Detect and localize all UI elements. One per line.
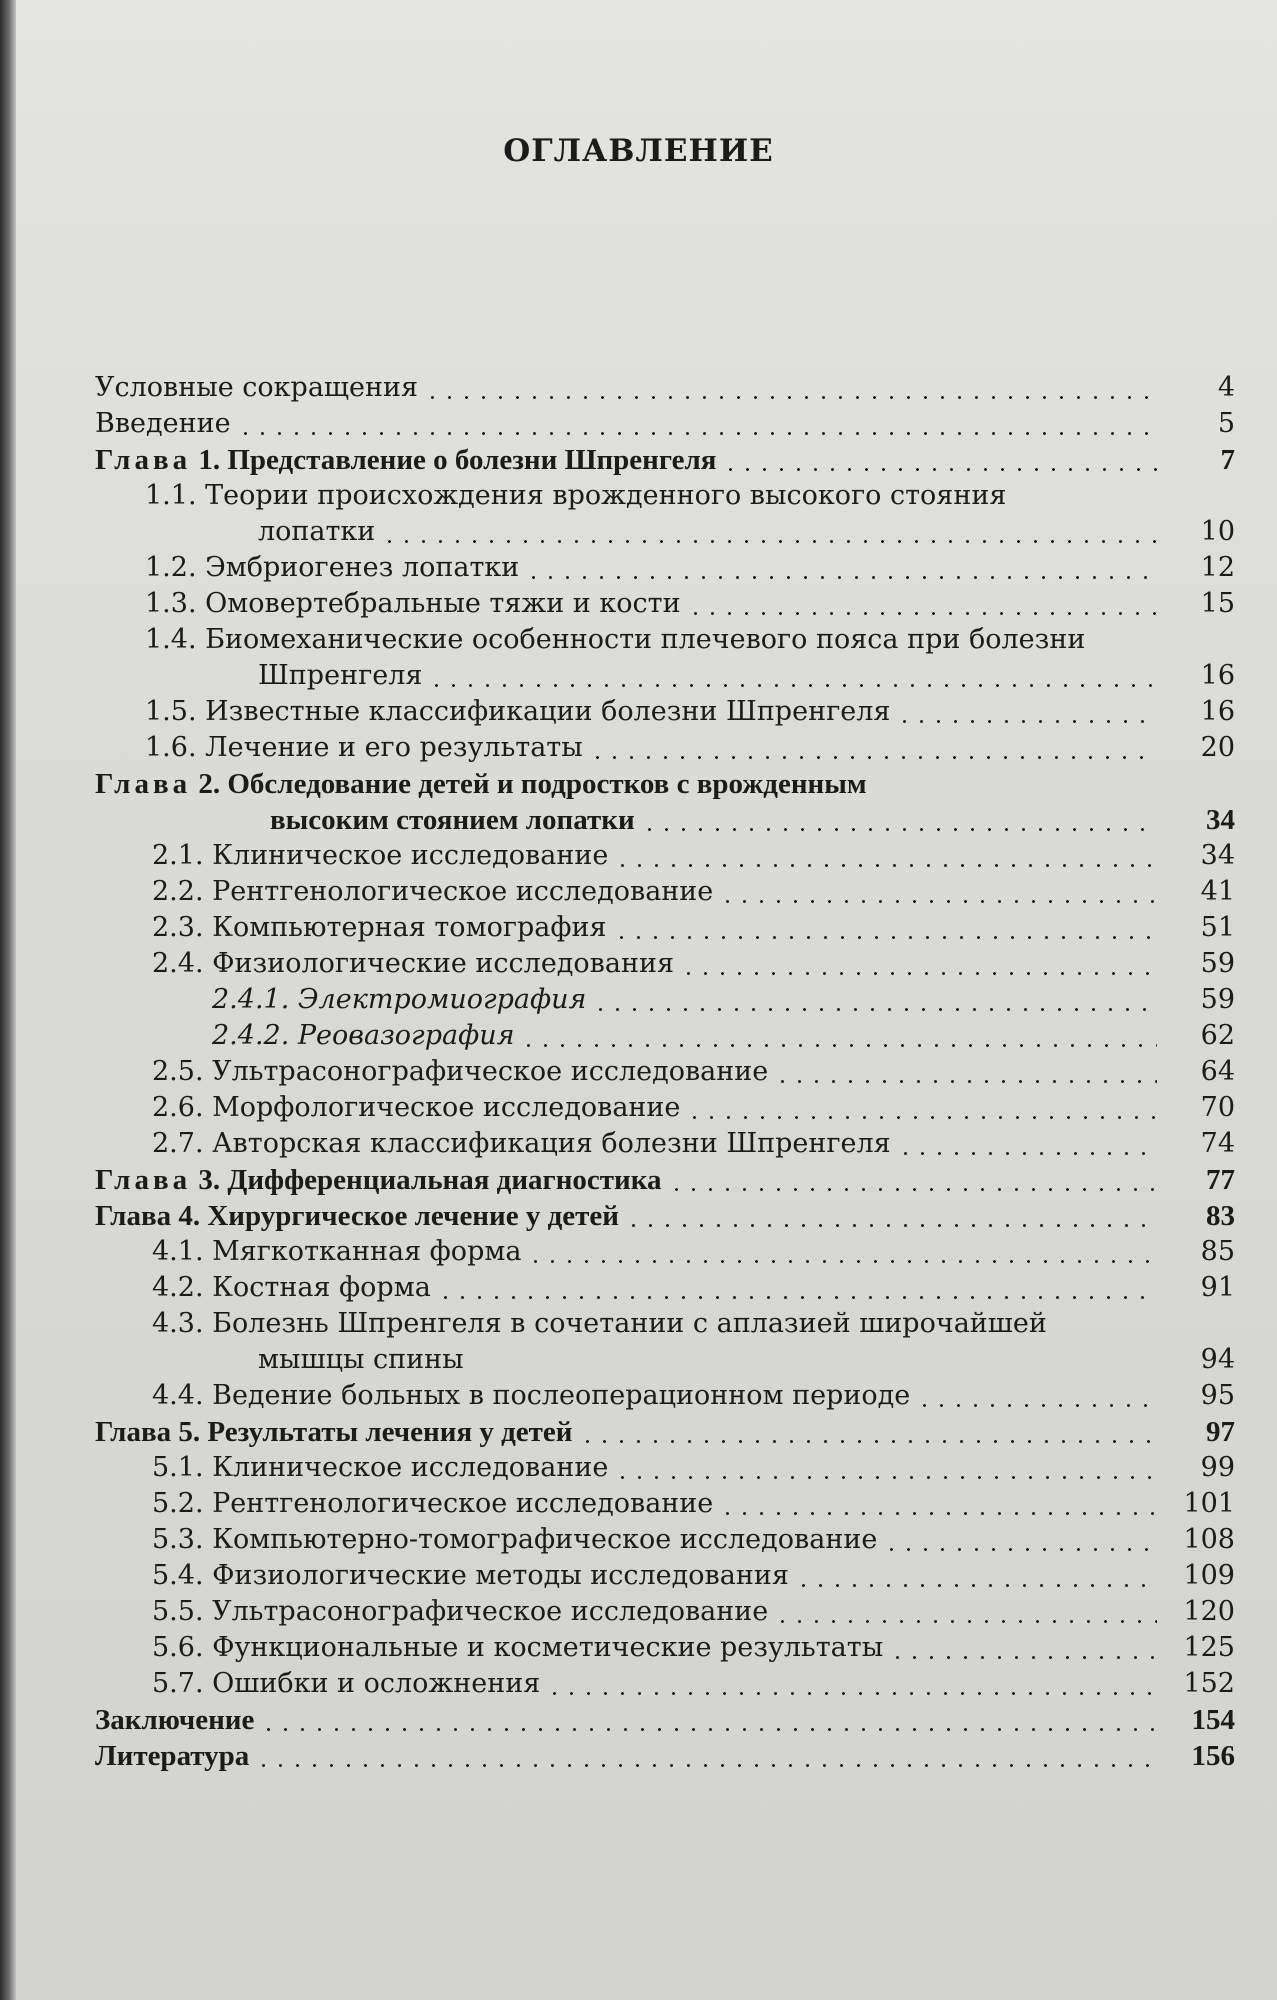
dot-leader bbox=[795, 1584, 1157, 1587]
dot-leader bbox=[687, 612, 1157, 615]
toc-entry-label: Клиническое исследование bbox=[212, 1452, 609, 1483]
toc-entry-number: 2.2. bbox=[152, 876, 213, 907]
toc-entry-label: Функциональные и косметические результаты bbox=[212, 1632, 884, 1663]
toc-entry-number: 5.3. bbox=[152, 1524, 213, 1555]
toc-entry-label: Рентгенологическое исследование bbox=[212, 876, 714, 907]
toc-page-number: 7 bbox=[1220, 444, 1235, 476]
toc-page-number: 70 bbox=[1200, 1092, 1235, 1123]
leader-blank bbox=[470, 1368, 1157, 1371]
dot-leader bbox=[579, 1440, 1158, 1443]
toc-entry-number: 5.4. bbox=[152, 1560, 213, 1591]
toc-page-number: 34 bbox=[1206, 804, 1235, 836]
dot-leader bbox=[589, 756, 1157, 759]
toc-page-number: 94 bbox=[1200, 1344, 1235, 1375]
toc-entry[interactable] bbox=[95, 838, 1235, 874]
chapter-word: Глава bbox=[95, 1164, 192, 1196]
toc-page-number: 91 bbox=[1200, 1272, 1235, 1303]
toc-entry[interactable] bbox=[95, 1558, 1235, 1594]
dot-leader bbox=[686, 1116, 1157, 1119]
toc-entry-label: Физиологические методы исследования bbox=[212, 1560, 789, 1591]
toc-page-number: 156 bbox=[1191, 1740, 1235, 1772]
toc-entry[interactable] bbox=[95, 910, 1235, 946]
toc-page-number: 85 bbox=[1200, 1236, 1235, 1267]
dot-leader bbox=[916, 1404, 1157, 1407]
toc-chapter-3[interactable] bbox=[95, 1162, 1235, 1198]
toc-entry[interactable] bbox=[95, 550, 1235, 586]
toc-entry-label: 3. Дифференциальная диагностика bbox=[191, 1164, 662, 1196]
toc-page-number: 99 bbox=[1200, 1452, 1235, 1483]
dot-leader bbox=[520, 1044, 1157, 1047]
toc-entry-label: Клиническое исследование bbox=[212, 840, 609, 871]
toc-entry[interactable] bbox=[95, 622, 1235, 658]
toc-page-number: 108 bbox=[1183, 1524, 1235, 1555]
toc-conclusion[interactable] bbox=[95, 1702, 1235, 1738]
toc-entry-continuation[interactable] bbox=[95, 658, 1235, 694]
toc-page-number: 10 bbox=[1200, 516, 1235, 547]
toc-entry-label: 2. Обследование детей и подростков с врожденным bbox=[191, 768, 867, 800]
toc-entry-number: 5.7. bbox=[152, 1668, 213, 1699]
toc-entry-label: Лечение и его результаты bbox=[205, 732, 583, 763]
toc-entry-number: 4.1. bbox=[152, 1236, 213, 1267]
toc-entry-label: Условные сокращения bbox=[95, 372, 419, 403]
toc-entry-label: Омовертебральные тяжи и кости bbox=[205, 588, 681, 619]
toc-entry[interactable] bbox=[95, 694, 1235, 730]
toc-page-number: 154 bbox=[1191, 1704, 1235, 1736]
toc-entry-number: 5.5. bbox=[152, 1596, 213, 1627]
toc-entry[interactable] bbox=[95, 1630, 1235, 1666]
toc-entry-label: Глава 5. Результаты лечения у детей bbox=[95, 1416, 573, 1448]
toc-page-number: 59 bbox=[1200, 948, 1235, 979]
toc-page-number: 125 bbox=[1183, 1632, 1235, 1663]
dot-leader bbox=[896, 720, 1157, 723]
toc-entry[interactable] bbox=[95, 1270, 1235, 1306]
toc-entry[interactable] bbox=[95, 478, 1235, 514]
page-title: ОГЛАВЛЕНИЕ bbox=[503, 133, 774, 169]
toc-page-number: 120 bbox=[1183, 1596, 1235, 1627]
dot-leader bbox=[424, 396, 1157, 399]
toc-entry-number: 4.3. bbox=[152, 1308, 213, 1339]
toc-entry-number: 5.1. bbox=[152, 1452, 213, 1483]
dot-leader bbox=[614, 1476, 1157, 1479]
toc-entry-label: Физиологические исследования bbox=[212, 948, 674, 979]
chapter-word: Глава bbox=[95, 768, 192, 800]
toc-page-number: 5 bbox=[1217, 408, 1235, 439]
toc-entry-label: Введение bbox=[95, 408, 231, 439]
dot-leader bbox=[592, 1008, 1157, 1011]
toc-entry[interactable] bbox=[95, 1594, 1235, 1630]
dot-leader bbox=[722, 468, 1157, 471]
toc-entry-label: Компьютерно-томографическое исследование bbox=[212, 1524, 878, 1555]
toc-entry[interactable] bbox=[95, 874, 1235, 910]
dot-leader bbox=[774, 1080, 1157, 1083]
dot-leader bbox=[719, 1512, 1157, 1515]
dot-leader bbox=[237, 432, 1157, 435]
toc-page-number: 20 bbox=[1200, 732, 1235, 763]
toc-page-number: 95 bbox=[1200, 1380, 1235, 1411]
toc-entry-label: Глава 4. Хирургическое лечение у детей bbox=[95, 1200, 619, 1232]
toc-entry[interactable] bbox=[95, 1450, 1235, 1486]
toc-subentry[interactable] bbox=[95, 982, 1235, 1018]
toc-entry-label: Эмбриогенез лопатки bbox=[205, 552, 520, 583]
toc-entry-label: лопатки bbox=[258, 516, 376, 547]
toc-entry-label: Биомеханические особенности плечевого пояса при болезни bbox=[205, 624, 1086, 655]
dot-leader bbox=[625, 1224, 1157, 1227]
toc-entry-label: мышцы спины bbox=[258, 1344, 464, 1375]
dot-leader bbox=[641, 828, 1157, 831]
toc-page-number: 64 bbox=[1200, 1056, 1235, 1087]
toc-entry[interactable] bbox=[95, 730, 1235, 766]
toc-entry[interactable] bbox=[95, 1522, 1235, 1558]
toc-page-number: 62 bbox=[1200, 1020, 1235, 1051]
dot-leader bbox=[381, 540, 1157, 543]
toc-page-number: 16 bbox=[1200, 660, 1235, 691]
page-gutter-shadow bbox=[0, 0, 16, 2000]
dot-leader bbox=[260, 1728, 1157, 1731]
dot-leader bbox=[883, 1548, 1157, 1551]
toc-entry-label: Теории происхождения врожденного высокого стояния bbox=[205, 480, 1007, 511]
toc-chapter-continuation[interactable] bbox=[95, 802, 1235, 838]
toc-page-number: 41 bbox=[1200, 876, 1235, 907]
toc-chapter-2[interactable] bbox=[95, 766, 1235, 802]
chapter-word: Глава bbox=[95, 444, 192, 476]
toc-entry-label: высоким стоянием лопатки bbox=[270, 804, 635, 836]
toc-entry[interactable] bbox=[95, 1378, 1235, 1414]
toc-page-number: 16 bbox=[1200, 696, 1235, 727]
toc-entry[interactable] bbox=[95, 586, 1235, 622]
toc-entry-label: Компьютерная томография bbox=[212, 912, 607, 943]
toc-entry-number: 1.6. bbox=[145, 732, 206, 763]
toc-entry[interactable] bbox=[95, 1234, 1235, 1270]
toc-entry-label: Авторская классификация болезни Шпренгеля bbox=[212, 1128, 891, 1159]
toc-page-number: 77 bbox=[1206, 1164, 1235, 1196]
dot-leader bbox=[525, 576, 1157, 579]
toc-page-number: 51 bbox=[1200, 912, 1235, 943]
toc-entry[interactable] bbox=[95, 1666, 1235, 1702]
toc-entry-number: 2.3. bbox=[152, 912, 213, 943]
toc-entry-number: 2.7. bbox=[152, 1128, 213, 1159]
toc-page-number: 4 bbox=[1217, 372, 1235, 403]
toc-entry-label: Морфологическое исследование bbox=[212, 1092, 681, 1123]
toc-page-number: 101 bbox=[1183, 1488, 1235, 1519]
toc-entry-number: 5.6. bbox=[152, 1632, 213, 1663]
toc-entry-label: Ультрасонографическое исследование bbox=[212, 1596, 769, 1627]
toc-entry[interactable] bbox=[95, 406, 1235, 442]
toc-entry-continuation[interactable] bbox=[95, 514, 1235, 550]
dot-leader bbox=[889, 1656, 1157, 1659]
dot-leader bbox=[428, 684, 1157, 687]
toc-entry-label: Шпренгеля bbox=[258, 660, 423, 691]
toc-entry-number: 1.1. bbox=[145, 480, 206, 511]
toc-entry-number: 5.2. bbox=[152, 1488, 213, 1519]
toc-page-number: 59 bbox=[1200, 984, 1235, 1015]
toc-entry-number: 1.3. bbox=[145, 588, 206, 619]
toc-entry-label: Рентгенологическое исследование bbox=[212, 1488, 714, 1519]
toc-entry-label: 2.4.1. Электромиография bbox=[212, 984, 587, 1015]
toc-page-number: 83 bbox=[1206, 1200, 1235, 1232]
toc-entry-number: 2.6. bbox=[152, 1092, 213, 1123]
toc-page-number: 152 bbox=[1183, 1668, 1235, 1699]
toc-chapter-4[interactable] bbox=[95, 1198, 1235, 1234]
toc-page-number: 12 bbox=[1200, 552, 1235, 583]
toc-entry-number: 4.2. bbox=[152, 1272, 213, 1303]
dot-leader bbox=[719, 900, 1157, 903]
toc-entry[interactable] bbox=[95, 370, 1235, 406]
toc-chapter-5[interactable] bbox=[95, 1414, 1235, 1450]
toc-entry-number: 2.5. bbox=[152, 1056, 213, 1087]
toc-entry[interactable] bbox=[95, 1306, 1235, 1342]
dot-leader bbox=[527, 1260, 1157, 1263]
dot-leader bbox=[255, 1764, 1157, 1767]
toc-page-number: 34 bbox=[1200, 840, 1235, 871]
table-of-contents bbox=[95, 370, 1235, 1774]
dot-leader bbox=[613, 936, 1157, 939]
toc-page-number: 109 bbox=[1183, 1560, 1235, 1591]
toc-entry-number: 1.5. bbox=[145, 696, 206, 727]
dot-leader bbox=[680, 972, 1157, 975]
toc-entry-label: Заключение bbox=[95, 1704, 255, 1736]
toc-entry-label: Известные классификации болезни Шпренгеля bbox=[205, 696, 891, 727]
dot-leader bbox=[897, 1152, 1157, 1155]
toc-entry-label: Мягкотканная форма bbox=[212, 1236, 522, 1267]
toc-entry[interactable] bbox=[95, 1126, 1235, 1162]
dot-leader bbox=[614, 864, 1157, 867]
toc-entry-label: Ведение больных в послеоперационном периоде bbox=[212, 1380, 911, 1411]
toc-entry-label: Литература bbox=[95, 1740, 250, 1772]
toc-entry-number: 4.4. bbox=[152, 1380, 213, 1411]
toc-entry-label: Ошибки и осложнения bbox=[212, 1668, 541, 1699]
toc-subentry[interactable] bbox=[95, 1018, 1235, 1054]
toc-entry-label: Ультрасонографическое исследование bbox=[212, 1056, 769, 1087]
toc-entry-number: 2.1. bbox=[152, 840, 213, 871]
toc-entry[interactable] bbox=[95, 1486, 1235, 1522]
toc-entry-label: Костная форма bbox=[212, 1272, 431, 1303]
dot-leader bbox=[546, 1692, 1157, 1695]
toc-page-number: 74 bbox=[1200, 1128, 1235, 1159]
toc-page-number: 97 bbox=[1206, 1416, 1235, 1448]
toc-entry-label: 1. Представление о болезни Шпренгеля bbox=[191, 444, 717, 476]
toc-page-number: 15 bbox=[1200, 588, 1235, 619]
dot-leader bbox=[437, 1296, 1157, 1299]
toc-entry-continuation[interactable] bbox=[95, 1342, 1235, 1378]
toc-entry[interactable] bbox=[95, 946, 1235, 982]
toc-literature[interactable] bbox=[95, 1738, 1235, 1774]
toc-entry-label: Болезнь Шпренгеля в сочетании с аплазией широчайшей bbox=[212, 1308, 1047, 1339]
dot-leader bbox=[668, 1188, 1157, 1191]
toc-chapter-1[interactable] bbox=[95, 442, 1235, 478]
toc-entry-label: 2.4.2. Реовазография bbox=[212, 1020, 515, 1051]
toc-entry[interactable] bbox=[95, 1090, 1235, 1126]
toc-entry-number: 1.4. bbox=[145, 624, 206, 655]
toc-entry-number: 1.2. bbox=[145, 552, 206, 583]
toc-entry-number: 2.4. bbox=[152, 948, 213, 979]
dot-leader bbox=[774, 1620, 1157, 1623]
toc-entry[interactable] bbox=[95, 1054, 1235, 1090]
